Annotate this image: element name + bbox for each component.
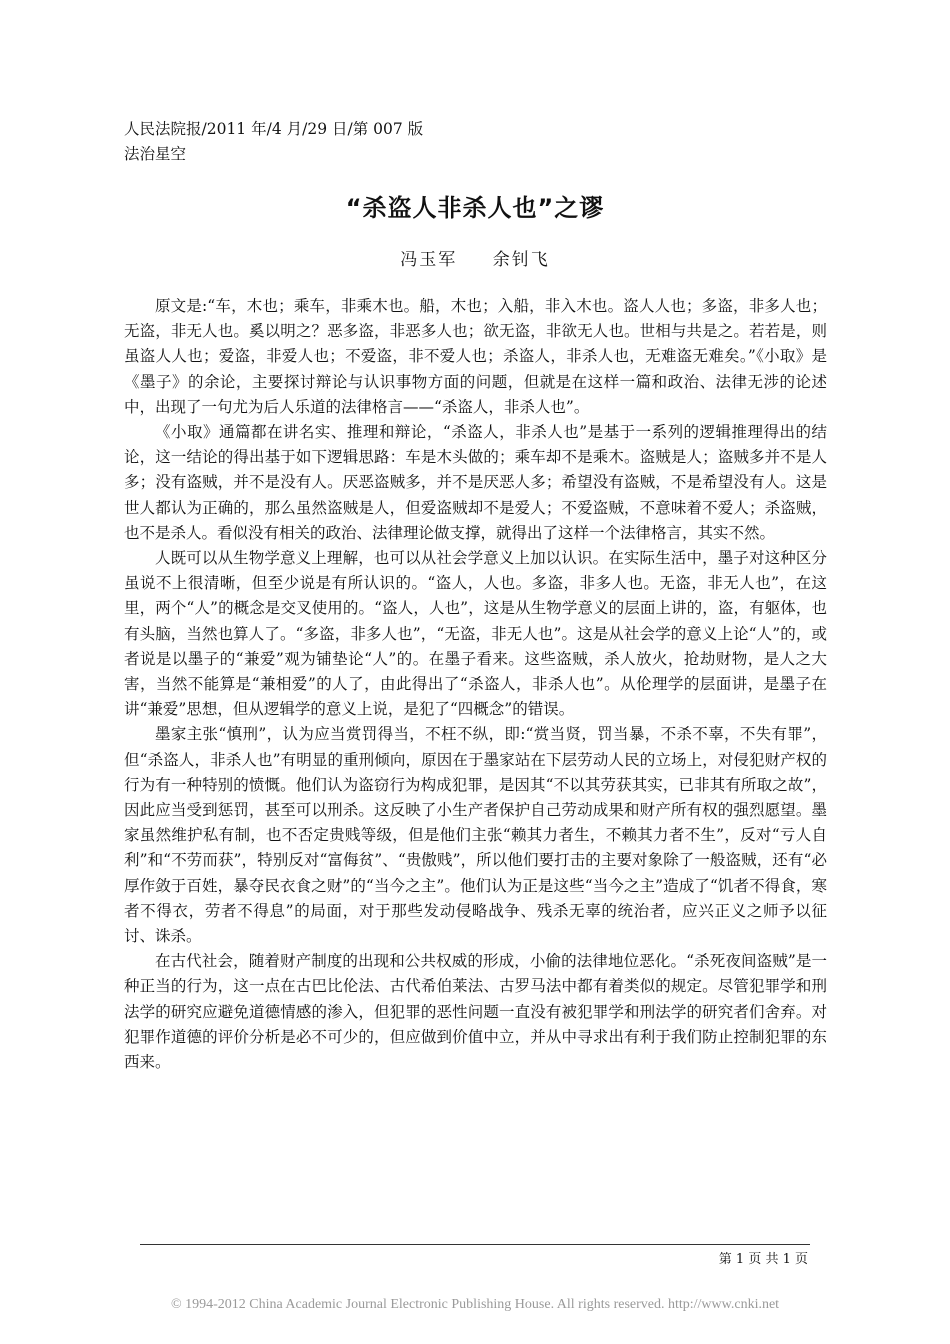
author-name: 余钊飞 xyxy=(492,250,550,270)
paragraph: 《小取》通篇都在讲名实、推理和辩论，“杀盗人，非杀人也”是基于一系列的逻辑推理得出的结论，这一结论的得出基于如下逻辑思路：车是木头做的；乘车却不是乘木。盗贼是人；盗贼多并不是人多；没有盗贼，并不是没有人。厌恶盗贼多，并不是厌恶人多；希望没有盗贼，不是希望没有人。这是世人都认为正确的，那么虽然盗贼是人，但爱盗贼却不是爱人；不爱盗贼，不意味着不爱人；杀盗贼，也不是杀人。看似没有相关的政治、法律理论做支撑，就得出了这样一个法律格言，其实不然。 xyxy=(124,423,827,542)
paragraph: 原文是:“车，木也；乘车，非乘木也。船，木也；入船，非入木也。盗人人也；多盗，非多人也；无盗，非无人也。奚以明之？恶多盗，非恶多人也；欲无盗，非欲无人也。世相与共是之。若若是，则虽盗人人也；爱盗，非爱人也；不爱盗，非不爱人也；杀盗人，非杀人也，无难盗无难矣。”《小取》是《墨子》的余论，主要探讨辩论与认识事物方面的问题，但就是在这样一篇和政治、法律无涉的论述中，出现了一句尤为后人乐道的法律格言——“杀盗人，非杀人也”。 xyxy=(124,297,827,416)
source-header xyxy=(124,117,423,167)
paragraph: 墨家主张“慎刑”，认为应当赏罚得当，不枉不纵，即:“赏当贤，罚当暴，不杀不辜，不失有罪”，但“杀盗人，非杀人也”有明显的重刑倾向，原因在于墨家站在下层劳动人民的立场上，对侵犯财产权的行为有一种特别的愤慨。他们认为盗窃行为构成犯罪，是因其“不以其劳获其实，已非其有所取之故”，因此应当受到惩罚，甚至可以刑杀。这反映了小生产者保护自己劳动成果和财产所有权的强烈愿望。墨家虽然维护私有制，也不否定贵贱等级，但是他们主张“赖其力者生，不赖其力者不生”，反对“亏人自利”和“不劳而获”，特别反对“富侮贫”、“贵傲贱”，所以他们要打击的主要对象除了一般盗贼，还有“必厚作敛于百姓，暴夺民衣食之财”的“当今之主”。他们认为正是这些“当今之主”造成了“饥者不得食，寒者不得衣，劳者不得息”的局面，对于那些发动侵略战争、残杀无辜的统治者，应兴正义之师予以征讨、诛杀。 xyxy=(124,725,827,946)
paragraph: 人既可以从生物学意义上理解，也可以从社会学意义上加以认识。在实际生活中，墨子对这种区分虽说不上很清晰，但至少说是有所认识的。“盗人，人也。多盗，非多人也。无盗，非无人也”，在这里，两个“人”的概念是交叉使用的。“盗人，人也”，这是从生物学意义的层面上讲的，盗，有躯体，也有头脑，当然也算人了。“多盗，非多人也”，“无盗，非无人也”。这是从社会学的意义上论“人”的，或者说是以墨子的“兼爱”观为铺垫论“人”的。在墨子看来。这些盗贼，杀人放火，抢劫财物，是人之大害，当然不能算是“兼相爱”的人了，由此得出了“杀盗人，非杀人也”。从伦理学的层面讲，是墨子在讲“兼爱”思想，但从逻辑学的意义上说，是犯了“四概念”的错误。 xyxy=(124,549,827,719)
author-list xyxy=(0,245,950,270)
copyright-notice: © 1994-2012 China Academic Journal Electronic Publishing House. All rights reserved. http://www.cnki.net xyxy=(170,1297,780,1312)
footer-divider xyxy=(140,1244,810,1245)
column-name: 法治星空 xyxy=(124,145,187,163)
article-body xyxy=(124,294,827,1075)
author-name: 冯玉军 xyxy=(400,250,458,270)
paragraph: 在古代社会，随着财产制度的出现和公共权威的形成，小偷的法律地位恶化。“杀死夜间盗贼”是一种正当的行为，这一点在古巴比伦法、古代希伯莱法、古罗马法中都有着类似的规定。尽管犯罪学和刑法学的研究应避免道德情感的渗入，但犯罪的恶性问题一直没有被犯罪学和刑法学的研究者们舍弃。对犯罪作道德的评价分析是必不可少的，但应做到价值中立，并从中寻求出有利于我们防止控制犯罪的东西来。 xyxy=(124,952,827,1072)
source-line: 人民法院报/2011 年/4 月/29 日/第 007 版 xyxy=(124,120,424,138)
page-indicator: 第 1 页 共 1 页 xyxy=(718,1252,808,1267)
article-title: “杀盗人非杀人也”之谬 xyxy=(345,194,605,222)
